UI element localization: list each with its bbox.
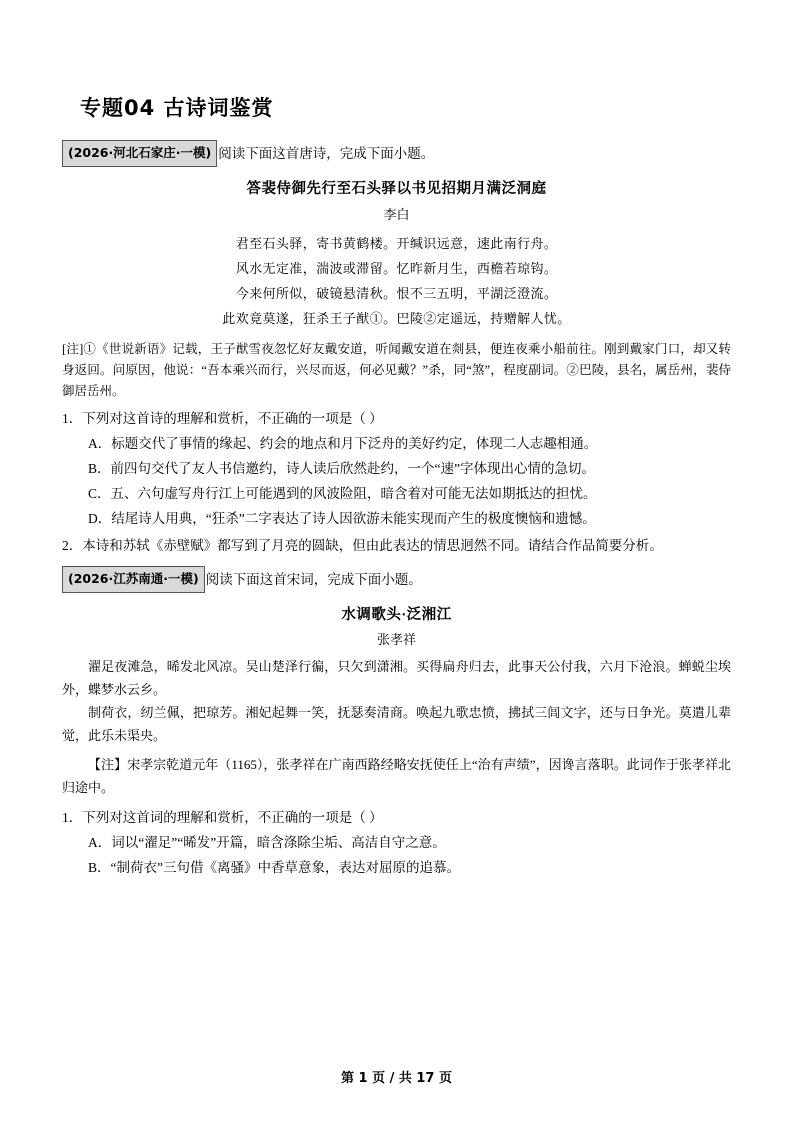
poem-author-2: 张孝祥 — [376, 632, 416, 647]
source-line-2 — [62, 566, 731, 593]
poem-line: 风水无定准，湍波或滞留。忆昨新月生，西檐若琼钩。 — [235, 261, 558, 276]
question-number: 1． — [62, 810, 83, 825]
option-b: B．“制荷衣”三句借《离骚》中香草意象，表达对屈原的追慕。 — [88, 860, 460, 875]
poem-line: 君至石头驿，寄书黄鹤楼。开缄识远意，速此南行舟。 — [235, 236, 558, 251]
question-stem — [62, 533, 731, 558]
option-b: B．前四句交代了友人书信邀约，诗人读后欣然赴约，一个“速”字体现出心情的急切。 — [88, 461, 595, 476]
poem-title-2: 水调歌头·泛湘江 — [341, 607, 452, 623]
poem-paragraph: 制荷衣，纫兰佩，把琼芳。湘妃起舞一笑，抚瑟奏清商。唤起九歌忠愤，拂拭三闾文字，还与日争光。莫遣儿辈觉，此乐未渠央。 — [62, 705, 731, 743]
question-stem — [62, 406, 731, 431]
question-text: 本诗和苏轼《赤壁赋》都写到了月亮的圆缺，但由此表达的情思迥然不同。请结合作品简要分析。 — [82, 538, 663, 553]
question-text: 下列对这首诗的理解和赏析，不正确的一项是（ ） — [82, 411, 383, 426]
poem-paragraph: 濯足夜滩急，晞发北风凉。吴山楚泽行徧，只欠到潇湘。买得扁舟归去，此事天公付我，六月下沧浪。蝉蜕尘埃外，蝶梦水云乡。 — [62, 659, 731, 697]
source-text-1: 阅读下面这首唐诗，完成下面小题。 — [218, 146, 435, 161]
poem-note-1: [注]①《世说新语》记载，王子猷雪夜忽忆好友戴安道，听闻戴安道在剡县，便连夜乘小船前往。刚到戴家门口，却又转身返回。问原因，他说：“吾本乘兴而行，兴尽而返，何必见戴？”杀，同“煞”，程度副词。②巴陵，县名，属岳州，裴侍御居岳州。 — [62, 342, 731, 398]
poem-author-1: 李白 — [383, 207, 410, 222]
poem-note-2: 【注】宋孝宗乾道元年（1165），张孝祥在广南西路经略安抚使任上“治有声绩”，因谗言落职。此词作于张孝祥北归途中。 — [62, 757, 731, 795]
option-c: C．五、六句虚写舟行江上可能遇到的风波险阻，暗含着对可能无法如期抵达的担忧。 — [88, 486, 597, 501]
poem-line: 此欢竟莫遂，狂杀王子猷①。巴陵②定遥远，持赠解人忧。 — [222, 311, 571, 326]
option-a: A．词以“濯足”“晞发”开篇，暗含涤除尘垢、高洁自守之意。 — [88, 835, 446, 850]
source-tag-2: (2026·江苏南通·一模) — [62, 566, 205, 593]
poem-title-1: 答裴侍御先行至石头驿以书见招期月满泛洞庭 — [246, 181, 547, 197]
question-text: 下列对这首词的理解和赏析，不正确的一项是（ ） — [82, 810, 383, 825]
source-line-1 — [62, 140, 731, 167]
option-d: D．结尾诗人用典，“狂杀”二字表达了诗人因欲游未能实现而产生的极度懊恼和遗憾。 — [88, 511, 596, 526]
page-title: 专题04 古诗词鉴赏 — [80, 96, 274, 120]
poem-line: 今来何所似，破镜悬清秋。恨不三五明，平湖泛澄流。 — [235, 286, 558, 301]
question-number: 1． — [62, 411, 83, 426]
page-footer: 第 1 页 / 共 17 页 — [340, 1071, 453, 1086]
source-text-2: 阅读下面这首宋词，完成下面小题。 — [205, 572, 422, 587]
question-stem — [62, 805, 731, 830]
option-a: A．标题交代了事情的缘起、约会的地点和月下泛舟的美好约定，体现二人志趣相通。 — [88, 436, 598, 451]
source-tag-1: (2026·河北石家庄·一模) — [62, 140, 217, 167]
question-number: 2． — [62, 538, 83, 553]
